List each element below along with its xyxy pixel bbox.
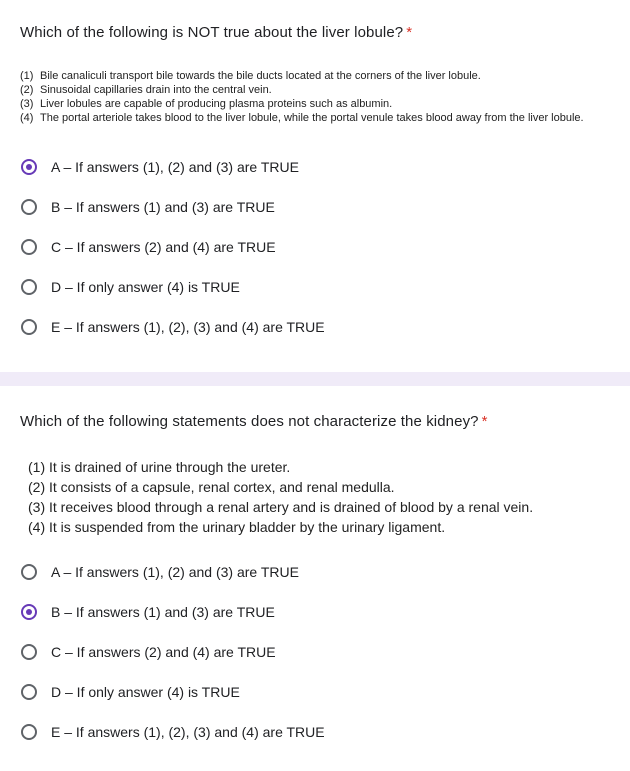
question-card-2 <box>0 386 630 771</box>
question-title: Which of the following is NOT true about the liver lobule? * <box>20 24 413 41</box>
radio-unchecked-icon[interactable] <box>21 724 37 740</box>
option-d[interactable]: D – If only answer (4) is TRUE <box>21 681 240 703</box>
option-c[interactable]: C – If answers (2) and (4) are TRUE <box>21 641 276 663</box>
statement: (3) It receives blood through a renal artery and is drained of blood by a renal vein. <box>28 499 534 515</box>
required-asterisk: * <box>481 413 488 430</box>
option-b[interactable]: B – If answers (1) and (3) are TRUE <box>21 601 275 623</box>
radio-unchecked-icon[interactable] <box>21 199 37 215</box>
option-b[interactable]: B – If answers (1) and (3) are TRUE <box>21 196 275 218</box>
option-a[interactable]: A – If answers (1), (2) and (3) are TRUE <box>21 561 299 583</box>
radio-unchecked-icon[interactable] <box>21 279 37 295</box>
statement: (3) Liver lobules are capable of producing plasma proteins such as albumin. <box>20 98 393 110</box>
statement: (2) It consists of a capsule, renal cortex, and renal medulla. <box>28 479 395 495</box>
statement: (1) Bile canaliculi transport bile towards the bile ducts located at the corners of the liver lobule. <box>20 70 481 82</box>
statement: (1) It is drained of urine through the ureter. <box>28 459 291 475</box>
option-c[interactable]: C – If answers (2) and (4) are TRUE <box>21 236 276 258</box>
statement-list <box>20 69 610 125</box>
radio-checked-icon[interactable] <box>21 604 37 620</box>
radio-checked-icon[interactable] <box>21 159 37 175</box>
statement: (2) Sinusoidal capillaries drain into the central vein. <box>20 84 272 96</box>
option-a[interactable]: A – If answers (1), (2) and (3) are TRUE <box>21 156 299 178</box>
radio-unchecked-icon[interactable] <box>21 319 37 335</box>
question-card-1 <box>0 0 630 372</box>
option-e[interactable]: E – If answers (1), (2), (3) and (4) are TRUE <box>21 316 325 338</box>
statement: (4) It is suspended from the urinary bladder by the urinary ligament. <box>28 519 446 535</box>
radio-unchecked-icon[interactable] <box>21 644 37 660</box>
radio-unchecked-icon[interactable] <box>21 239 37 255</box>
card-separator <box>0 372 630 386</box>
radio-unchecked-icon[interactable] <box>21 564 37 580</box>
question-title: Which of the following statements does not characterize the kidney? * <box>20 413 488 430</box>
radio-unchecked-icon[interactable] <box>21 684 37 700</box>
statement-list <box>28 457 618 537</box>
required-asterisk: * <box>406 24 413 41</box>
option-d[interactable]: D – If only answer (4) is TRUE <box>21 276 240 298</box>
option-e[interactable]: E – If answers (1), (2), (3) and (4) are TRUE <box>21 721 325 743</box>
statement: (4) The portal arteriole takes blood to the liver lobule, while the portal venule takes blood away from the liver lobule. <box>20 112 584 124</box>
